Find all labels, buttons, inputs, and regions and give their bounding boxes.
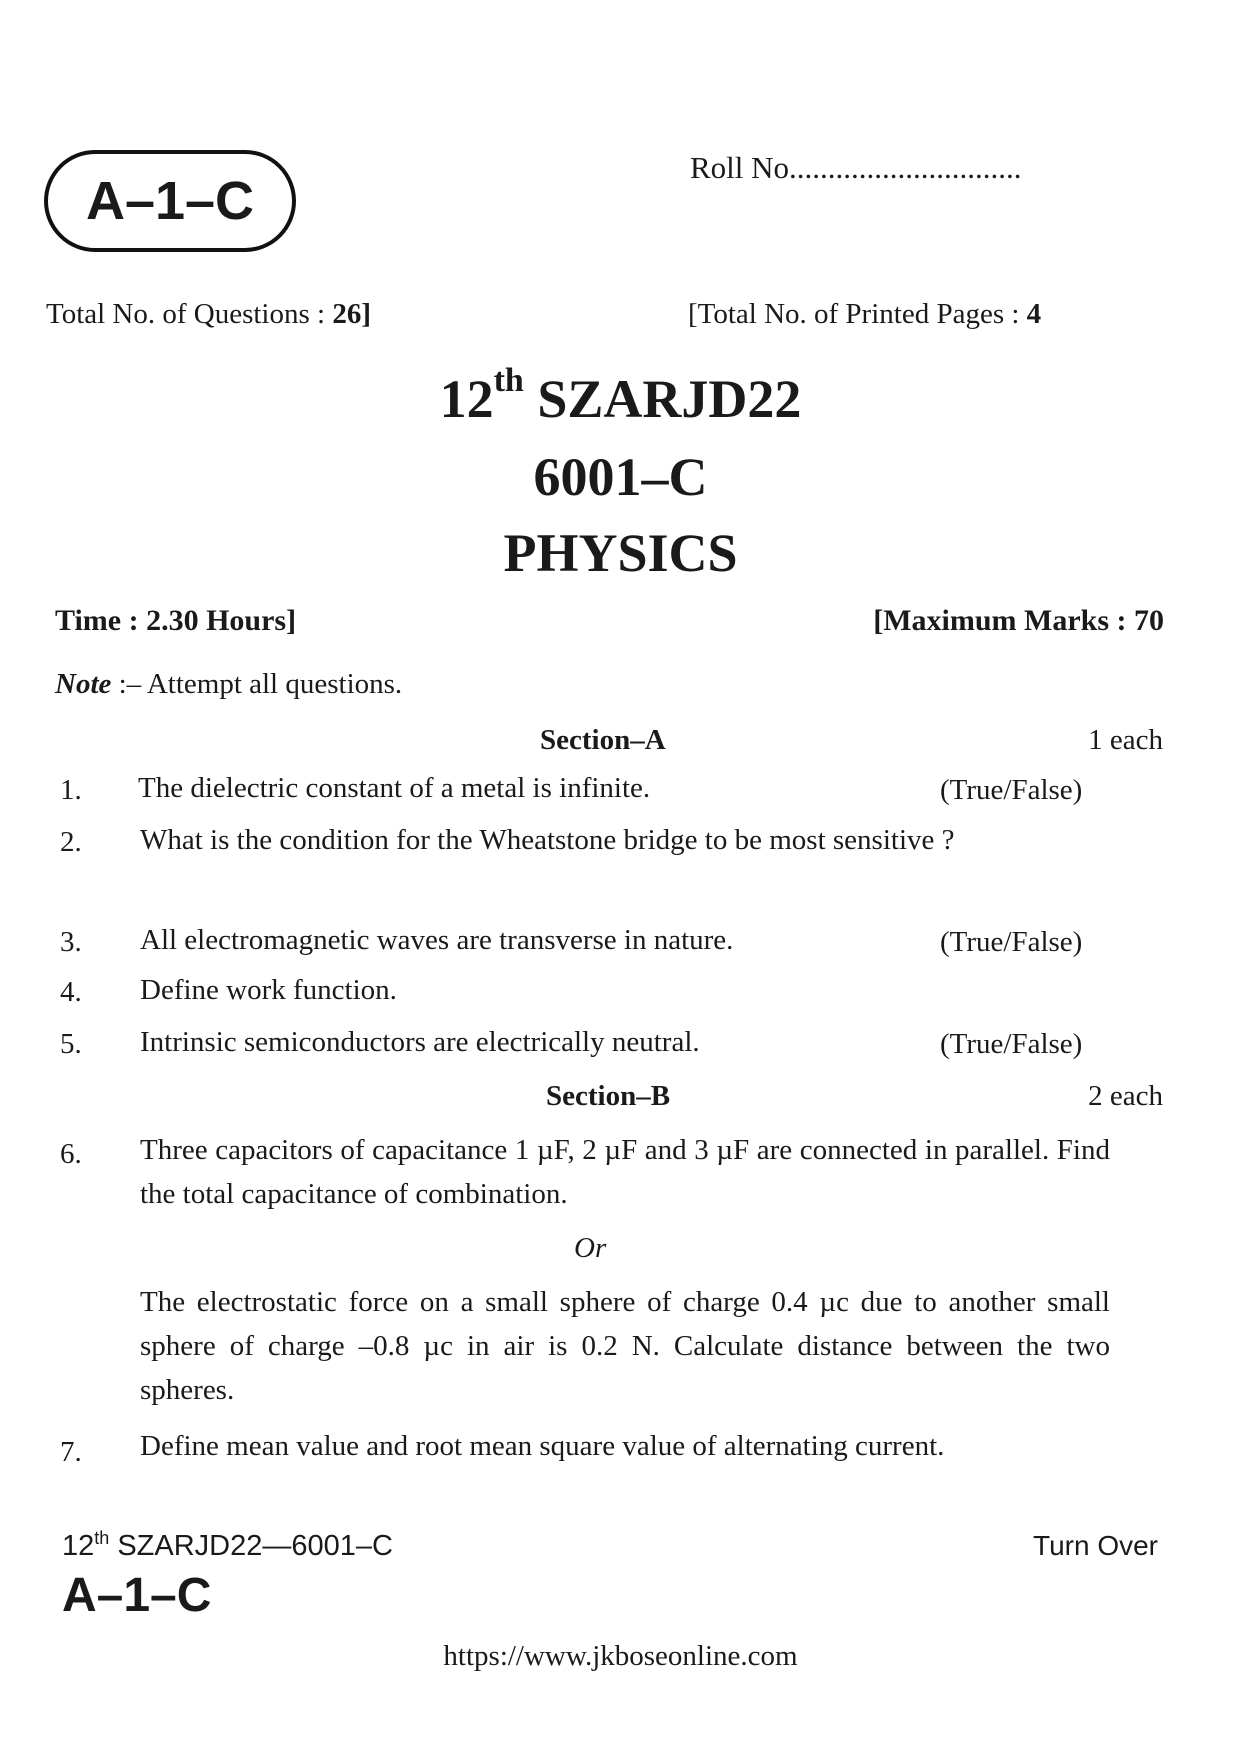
or-separator: Or (574, 1232, 607, 1264)
grade-number: 12 (439, 369, 494, 429)
question-text: The electrostatic force on a small sphere of charge 0.4 µc due to another small sphere of charge –0.8 µc in air is 0.2 N. Calculate distance between the two spheres. (140, 1286, 1110, 1406)
question-text: What is the condition for the Wheatstone bridge to be most sensitive ? (140, 824, 955, 856)
note-text: :– Attempt all questions. (118, 668, 403, 700)
note-label: Note (55, 668, 112, 700)
question-number: 5. (60, 1028, 82, 1060)
true-false-tag: (True/False) (940, 1028, 1083, 1060)
total-questions (46, 298, 371, 331)
time-allowed: Time : 2.30 Hours] (55, 604, 297, 637)
series-code: SZARJD22 (537, 369, 802, 429)
instruction-note (55, 668, 402, 701)
question-text: Define work function. (140, 974, 397, 1006)
total-pages-label: [Total No. of Printed Pages : (688, 298, 1020, 330)
footer-paper-code (62, 1530, 393, 1563)
total-questions-label: Total No. of Questions : (46, 298, 326, 330)
subject-title: PHYSICS (503, 523, 738, 583)
question-number: 2. (60, 826, 82, 858)
question-text: The dielectric constant of a metal is infinite. (138, 772, 651, 804)
roll-number-field: Roll No.............................. (690, 150, 1022, 185)
maximum-marks: [Maximum Marks : 70 (873, 604, 1164, 637)
question-text: All electromagnetic waves are transverse in nature. (140, 924, 734, 956)
paper-series-title (0, 362, 1241, 430)
paper-code: 6001–C (533, 447, 708, 507)
total-questions-value: 26] (332, 298, 372, 330)
grade-superscript: th (493, 362, 524, 399)
source-url: https://www.jkboseonline.com (443, 1640, 798, 1672)
section-b-marks: 2 each (1088, 1080, 1163, 1112)
question-number: 3. (60, 926, 82, 958)
question-number: 6. (60, 1138, 82, 1170)
turn-over-label: Turn Over (1033, 1530, 1158, 1561)
footer-grade-superscript: th (94, 1528, 110, 1548)
true-false-tag: (True/False) (940, 774, 1083, 806)
question-text: Intrinsic semiconductors are electrically neutral. (140, 1026, 700, 1058)
question-number: 4. (60, 976, 82, 1008)
question-number: 7. (60, 1436, 82, 1468)
total-pages (688, 298, 1041, 331)
section-a-title: Section–A (540, 724, 666, 756)
true-false-tag: (True/False) (940, 926, 1083, 958)
paper-code-badge: A–1–C (44, 150, 296, 252)
section-a-marks: 1 each (1088, 724, 1163, 756)
question-number: 1. (60, 774, 82, 806)
footer-grade-number: 12 (62, 1530, 95, 1562)
total-pages-value: 4 (1026, 298, 1042, 330)
question-text: Three capacitors of capacitance 1 µF, 2 µF and 3 µF are connected in parallel. Find the total capacitance of combination. (140, 1134, 1110, 1210)
footer-paper-badge: A–1–C (62, 1569, 212, 1622)
question-text: Define mean value and root mean square value of alternating current. (140, 1430, 945, 1462)
section-b-title: Section–B (546, 1080, 671, 1112)
footer-code-rest: SZARJD22—6001–C (109, 1530, 393, 1562)
